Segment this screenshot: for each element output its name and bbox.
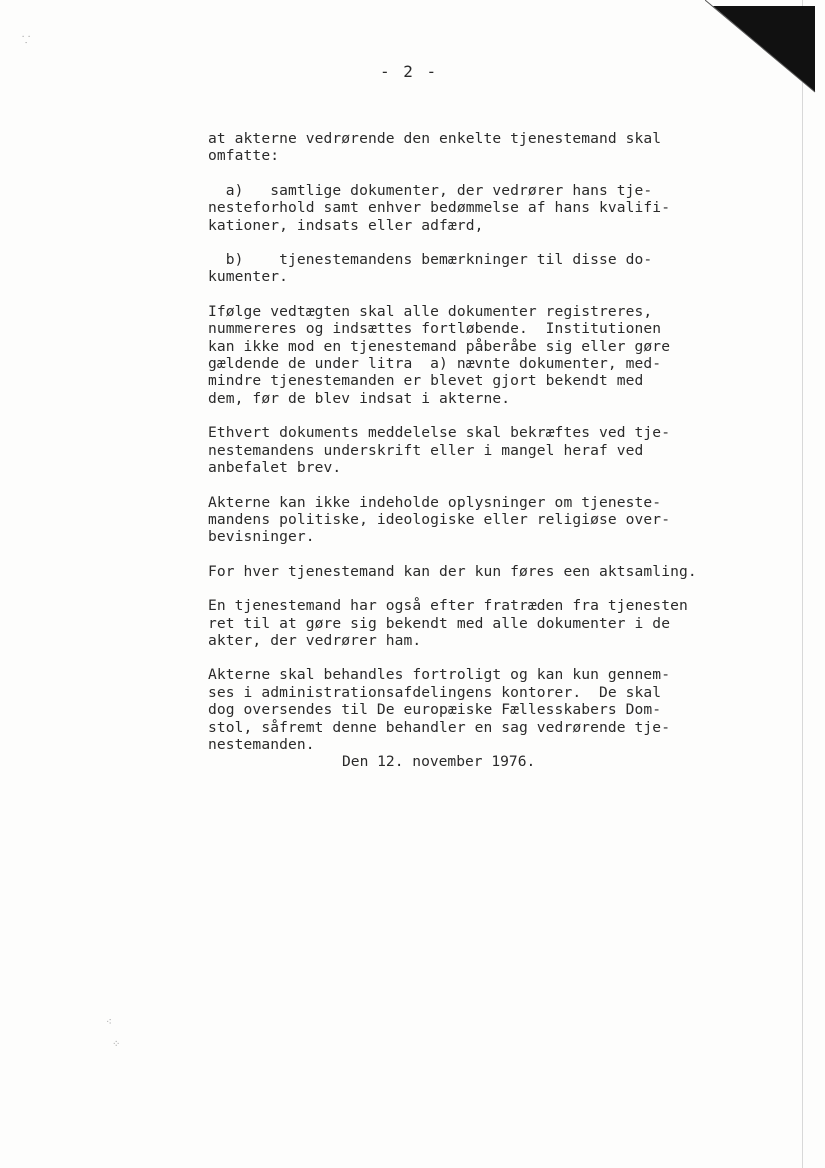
scan-speck-bottom-left: ⁖ (106, 1017, 112, 1028)
body-text (208, 130, 768, 770)
list-item-b: b) tjenestemandens bemærkninger til disse do- kumenter. (208, 251, 653, 286)
paragraph-restrictions: Akterne kan ikke indeholde oplysninger om tjeneste- mandens politiske, ideologiske eller religiøse over- bevisninger. (208, 493, 671, 546)
list-item-a: a) samtlige dokumenter, der vedrører hans tje- nesteforhold samt enhver bedømmelse af hans kvalifi- kationer, indsats eller adfærd, (208, 181, 671, 234)
corner-fold-mark (705, 0, 825, 100)
paragraph-notification: Ethvert dokuments meddelelse skal bekræftes ved tje- nestemandens underskrift eller i mangel heraf ved anbefalet brev. (208, 424, 671, 477)
scan-speck-bottom-left-2: ⁘ (112, 1039, 121, 1050)
paragraph-registration: Ifølge vedtægten skal alle dokumenter registreres, nummereres og indsættes fortløbende. Institutionen kan ikke mod en tjenestemand påberåbe sig eller gøre gældende de under litra a) nævnte dokumenter, med- mindre tjenestemanden er blevet gjort bekendt med dem, før de blev indsat i akterne. (208, 302, 671, 407)
paragraph-confidentiality: Akterne skal behandles fortroligt og kan kun gennem- ses i administrationsafdelingens kontorer. De skal dog oversendes til De europæiske Fællesskabers Dom- stol, såfremt denne behandler en sag vedrørende tje- nestemanden. (208, 666, 671, 753)
page-number: - 2 - (380, 62, 439, 81)
page-edge-line (802, 0, 803, 1168)
paragraph-after-leaving: En tjenestemand har også efter fratræden fra tjenesten ret til at gøre sig bekendt med alle dokumenter i de akter, der vedrører ham. (208, 597, 688, 649)
paragraph-single-file: For hver tjenestemand kan der kun føres een aktsamling. (208, 562, 697, 580)
scan-speck-top-left: ⸪ (22, 35, 31, 46)
paragraph-intro: at akterne vedrørende den enkelte tjenestemand skal omfatte: (208, 130, 662, 165)
date-line: Den 12. november 1976. (342, 753, 536, 770)
